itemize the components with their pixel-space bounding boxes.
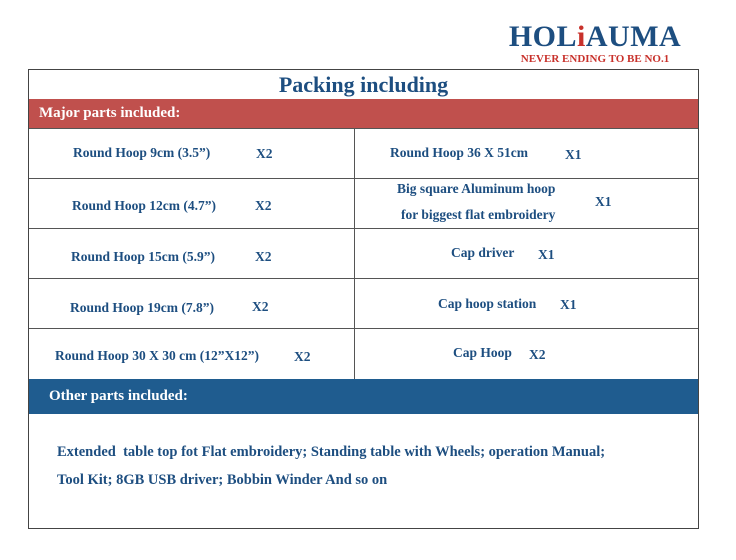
part-name: Round Hoop 15cm (5.9”) bbox=[71, 249, 216, 264]
table-row bbox=[29, 228, 698, 278]
brand-name: HOLiAUMA bbox=[508, 20, 682, 53]
part-quantity: X1 bbox=[595, 194, 612, 209]
table-row bbox=[29, 178, 698, 228]
right-cell bbox=[355, 329, 700, 379]
part-quantity: X2 bbox=[255, 198, 272, 213]
part-name: Round Hoop 9cm (3.5”) bbox=[73, 145, 211, 160]
page-title: Packing including bbox=[278, 72, 449, 97]
part-name-line-2: for biggest flat embroidery bbox=[401, 207, 556, 222]
other-parts-line-2: Tool Kit; 8GB USB driver; Bobbin Winder And so on bbox=[57, 472, 388, 488]
left-cell bbox=[29, 329, 354, 379]
brand-logo bbox=[490, 22, 700, 66]
packing-list-sheet bbox=[28, 69, 699, 529]
part-quantity: X1 bbox=[538, 247, 555, 262]
part-name: Cap driver bbox=[451, 245, 515, 260]
table-row bbox=[29, 128, 698, 178]
major-parts-heading: Major parts included: bbox=[29, 99, 698, 128]
right-cell bbox=[355, 179, 700, 229]
left-cell bbox=[29, 129, 354, 179]
part-quantity: X2 bbox=[529, 347, 546, 362]
part-quantity: X1 bbox=[560, 297, 577, 312]
part-quantity: X2 bbox=[252, 299, 269, 314]
part-name: Round Hoop 19cm (7.8”) bbox=[70, 300, 215, 315]
other-parts-heading: Other parts included: bbox=[29, 379, 698, 414]
column-divider bbox=[354, 128, 355, 379]
part-quantity: X1 bbox=[565, 147, 582, 162]
left-cell bbox=[29, 229, 354, 279]
part-name: Round Hoop 30 X 30 cm (12”X12”) bbox=[55, 348, 260, 363]
left-cell bbox=[29, 279, 354, 329]
part-name: Cap hoop station bbox=[438, 296, 537, 311]
part-name: Cap Hoop bbox=[453, 345, 512, 360]
right-cell bbox=[355, 129, 700, 179]
table-row bbox=[29, 278, 698, 328]
right-cell bbox=[355, 279, 700, 329]
part-name-line-1: Big square Aluminum hoop bbox=[397, 181, 556, 196]
right-cell bbox=[355, 229, 700, 279]
part-quantity: X2 bbox=[256, 146, 273, 161]
part-name: Round Hoop 36 X 51cm bbox=[390, 145, 529, 160]
part-quantity: X2 bbox=[255, 249, 272, 264]
brand-tagline: NEVER ENDING TO BE NO.1 bbox=[520, 53, 670, 65]
left-cell bbox=[29, 179, 354, 229]
part-quantity: X2 bbox=[294, 349, 311, 364]
other-parts-text bbox=[57, 438, 687, 494]
table-row bbox=[29, 328, 698, 379]
other-parts-line-1: Extended table top fot Flat embroidery; Standing table with Wheels; operation Manual; bbox=[57, 444, 606, 460]
part-name: Round Hoop 12cm (4.7”) bbox=[72, 198, 217, 213]
